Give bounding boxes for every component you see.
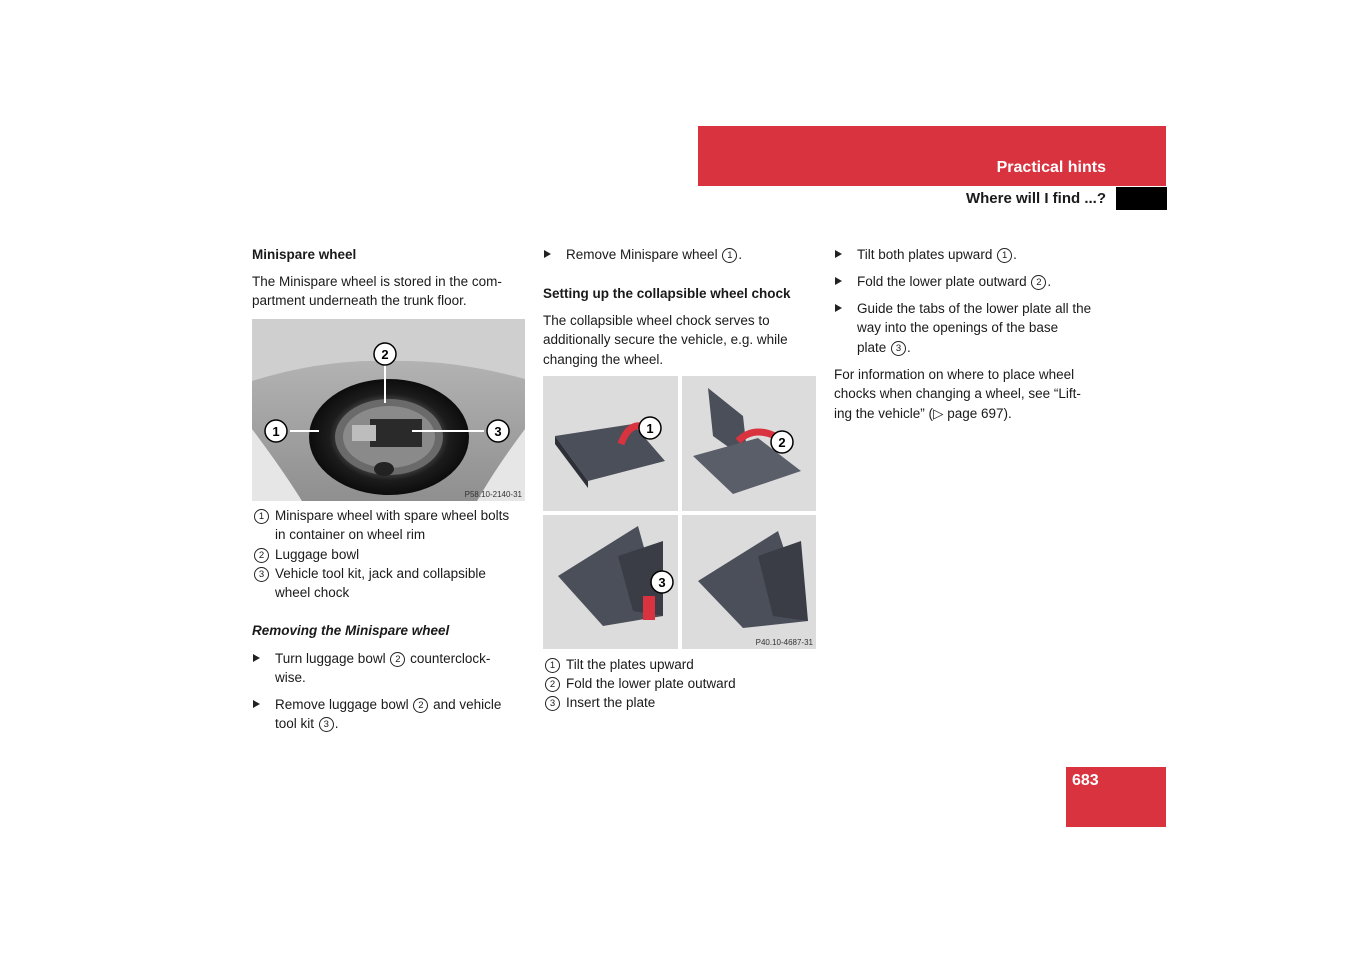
minispare-figure — [252, 319, 525, 501]
header-marker — [1116, 187, 1167, 210]
svg-text:1: 1 — [646, 421, 654, 436]
step-item: Remove luggage bowl 2 and vehicle tool kit 3 . — [275, 695, 501, 734]
bullet-arrow-icon — [835, 304, 842, 312]
callout-1 — [265, 420, 287, 442]
callout-3 — [487, 420, 509, 442]
bullet-arrow-icon — [835, 277, 842, 285]
section-title: Practical hints — [996, 159, 1106, 176]
step-item: Tilt both plates upward 1 . — [857, 245, 1017, 264]
step-item: Remove Minispare wheel 1 . — [566, 245, 742, 264]
legend-item: 2 Luggage bowl — [275, 545, 359, 564]
legend-item: 3 Vehicle tool kit, jack and collapsible wheel chock — [275, 564, 486, 603]
callout-3 — [651, 571, 673, 593]
legend-item: 1 Tilt the plates upward — [566, 655, 694, 674]
wheel-chock-heading: Setting up the collapsible wheel chock — [543, 286, 791, 301]
step-item: Guide the tabs of the lower plate all the way into the openings of the base plate 3 . — [857, 299, 1091, 357]
svg-text:3: 3 — [494, 424, 502, 439]
step-item: Turn luggage bowl 2 counterclock- wise. — [275, 649, 490, 688]
removing-subheading: Removing the Minispare wheel — [252, 623, 450, 638]
figure-code: P40.10-4687-31 — [755, 638, 813, 647]
minispare-intro: The Minispare wheel is stored in the com- partment underneath the trunk floor. — [252, 274, 502, 309]
chock-illustration — [543, 376, 816, 649]
bullet-arrow-icon — [253, 700, 260, 708]
svg-text:2: 2 — [778, 435, 786, 450]
legend-item: 1 Minispare wheel with spare wheel bolts in container on wheel rim — [275, 506, 509, 545]
minispare-heading: Minispare wheel — [252, 247, 357, 262]
svg-text:1: 1 — [272, 424, 280, 439]
bullet-arrow-icon — [253, 654, 260, 662]
bullet-arrow-icon — [544, 250, 551, 258]
subsection-title: Where will I find ...? — [965, 190, 1106, 207]
svg-text:2: 2 — [381, 347, 389, 362]
wheel-chock-intro: The collapsible wheel chock serves to additionally secure the vehicle, e.g. while changing the wheel. — [543, 313, 788, 367]
step-item: Fold the lower plate outward 2 . — [857, 272, 1051, 291]
page-ref-arrow-icon: ▷ — [933, 405, 944, 421]
bullet-arrow-icon — [835, 250, 842, 258]
wheel-chock-figure — [543, 376, 816, 649]
figure-code: P58.10-2140-31 — [464, 490, 522, 499]
legend-item: 3 Insert the plate — [566, 693, 655, 712]
callout-2 — [771, 431, 793, 453]
header-band — [698, 126, 1166, 186]
page-number: 683 — [1072, 772, 1099, 789]
trunk-photo — [252, 319, 525, 501]
svg-text:3: 3 — [658, 575, 666, 590]
callout-2 — [374, 343, 396, 365]
info-paragraph: For information on where to place wheel chocks when changing a wheel, see “Lift- ing the vehicle” (▷ page 697). — [834, 367, 1081, 421]
legend-item: 2 Fold the lower plate outward — [566, 674, 736, 693]
callout-1 — [639, 417, 661, 439]
